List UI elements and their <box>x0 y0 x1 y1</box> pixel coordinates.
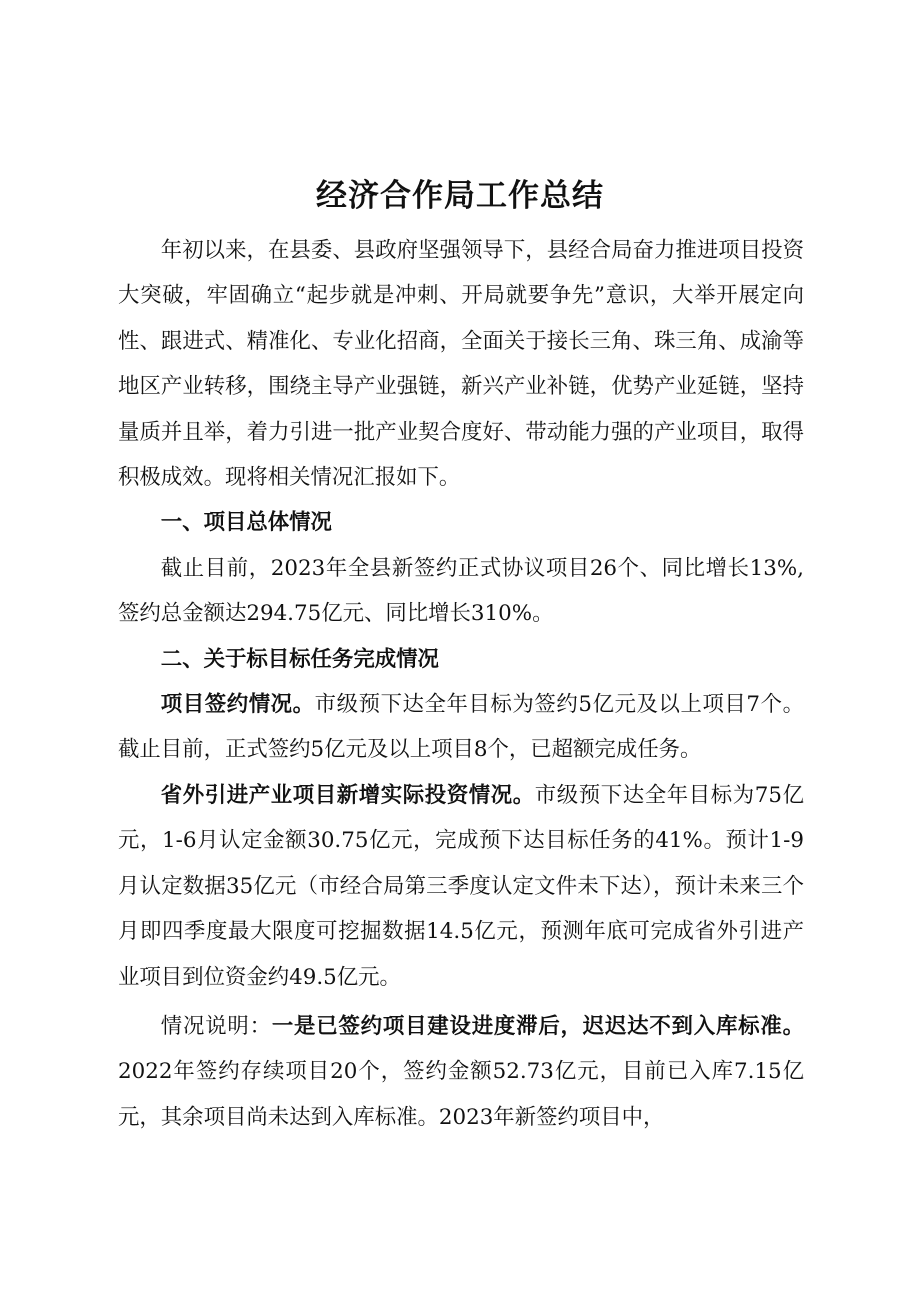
explanation-lead: 一是已签约项目建设进度滞后，迟迟达不到入库标准。 <box>271 1013 804 1039</box>
overall-paragraph: 截止目前，2023年全县新签约正式协议项目26个、同比增长13%,签约总金额达294.75亿元、同比增长310%。 <box>118 555 804 627</box>
investment-paragraph <box>118 773 804 1000</box>
explanation-text: 2022年签约存续项目20个，签约金额52.73亿元，目前已入库7.15亿元，其余项目尚未达到入库标准。2023年新签约项目中， <box>118 1059 804 1130</box>
explanation-prefix: 情况说明： <box>160 1013 272 1039</box>
signing-text: 市级预下达全年目标为签约5亿元及以上项目7个。截止目前，正式签约5亿元及以上项目8个，已超额完成任务。 <box>118 692 804 763</box>
signing-paragraph <box>118 682 804 773</box>
document-body <box>118 228 804 1140</box>
investment-text: 市级预下达全年目标为75亿元，1-6月认定金额30.75亿元，完成预下达目标任务的41%。预计1-9月认定数据35亿元（市经合局第三季度认定文件未下达），预计未来三个月即四季度最大限度可挖掘数据14.5亿元，预测年底可完成省外引进产业项目到位资金约49.5亿元。 <box>118 782 804 990</box>
investment-lead: 省外引进产业项目新增实际投资情况。 <box>160 782 535 808</box>
section-heading-targets: 二、关于标目标任务完成情况 <box>160 646 439 672</box>
intro-paragraph: 年初以来，在县委、县政府坚强领导下，县经合局奋力推进项目投资大突破，牢固确立“起步就是冲刺、开局就要争先”意识，大举开展定向性、跟进式、精准化、专业化招商，全面关于接长三角、珠三角、成渝等地区产业转移，围绕主导产业强链，新兴产业补链，优势产业延链，坚持量质并且举，着力引进一批产业契合度好、带动能力强的产业项目，取得积极成效。现将相关情况汇报如下。 <box>118 238 804 491</box>
explanation-paragraph <box>118 1004 804 1140</box>
section-heading-overall: 一、项目总体情况 <box>160 510 332 536</box>
document-title: 经济合作局工作总结 <box>316 178 604 214</box>
signing-lead: 项目签约情况。 <box>160 692 315 718</box>
